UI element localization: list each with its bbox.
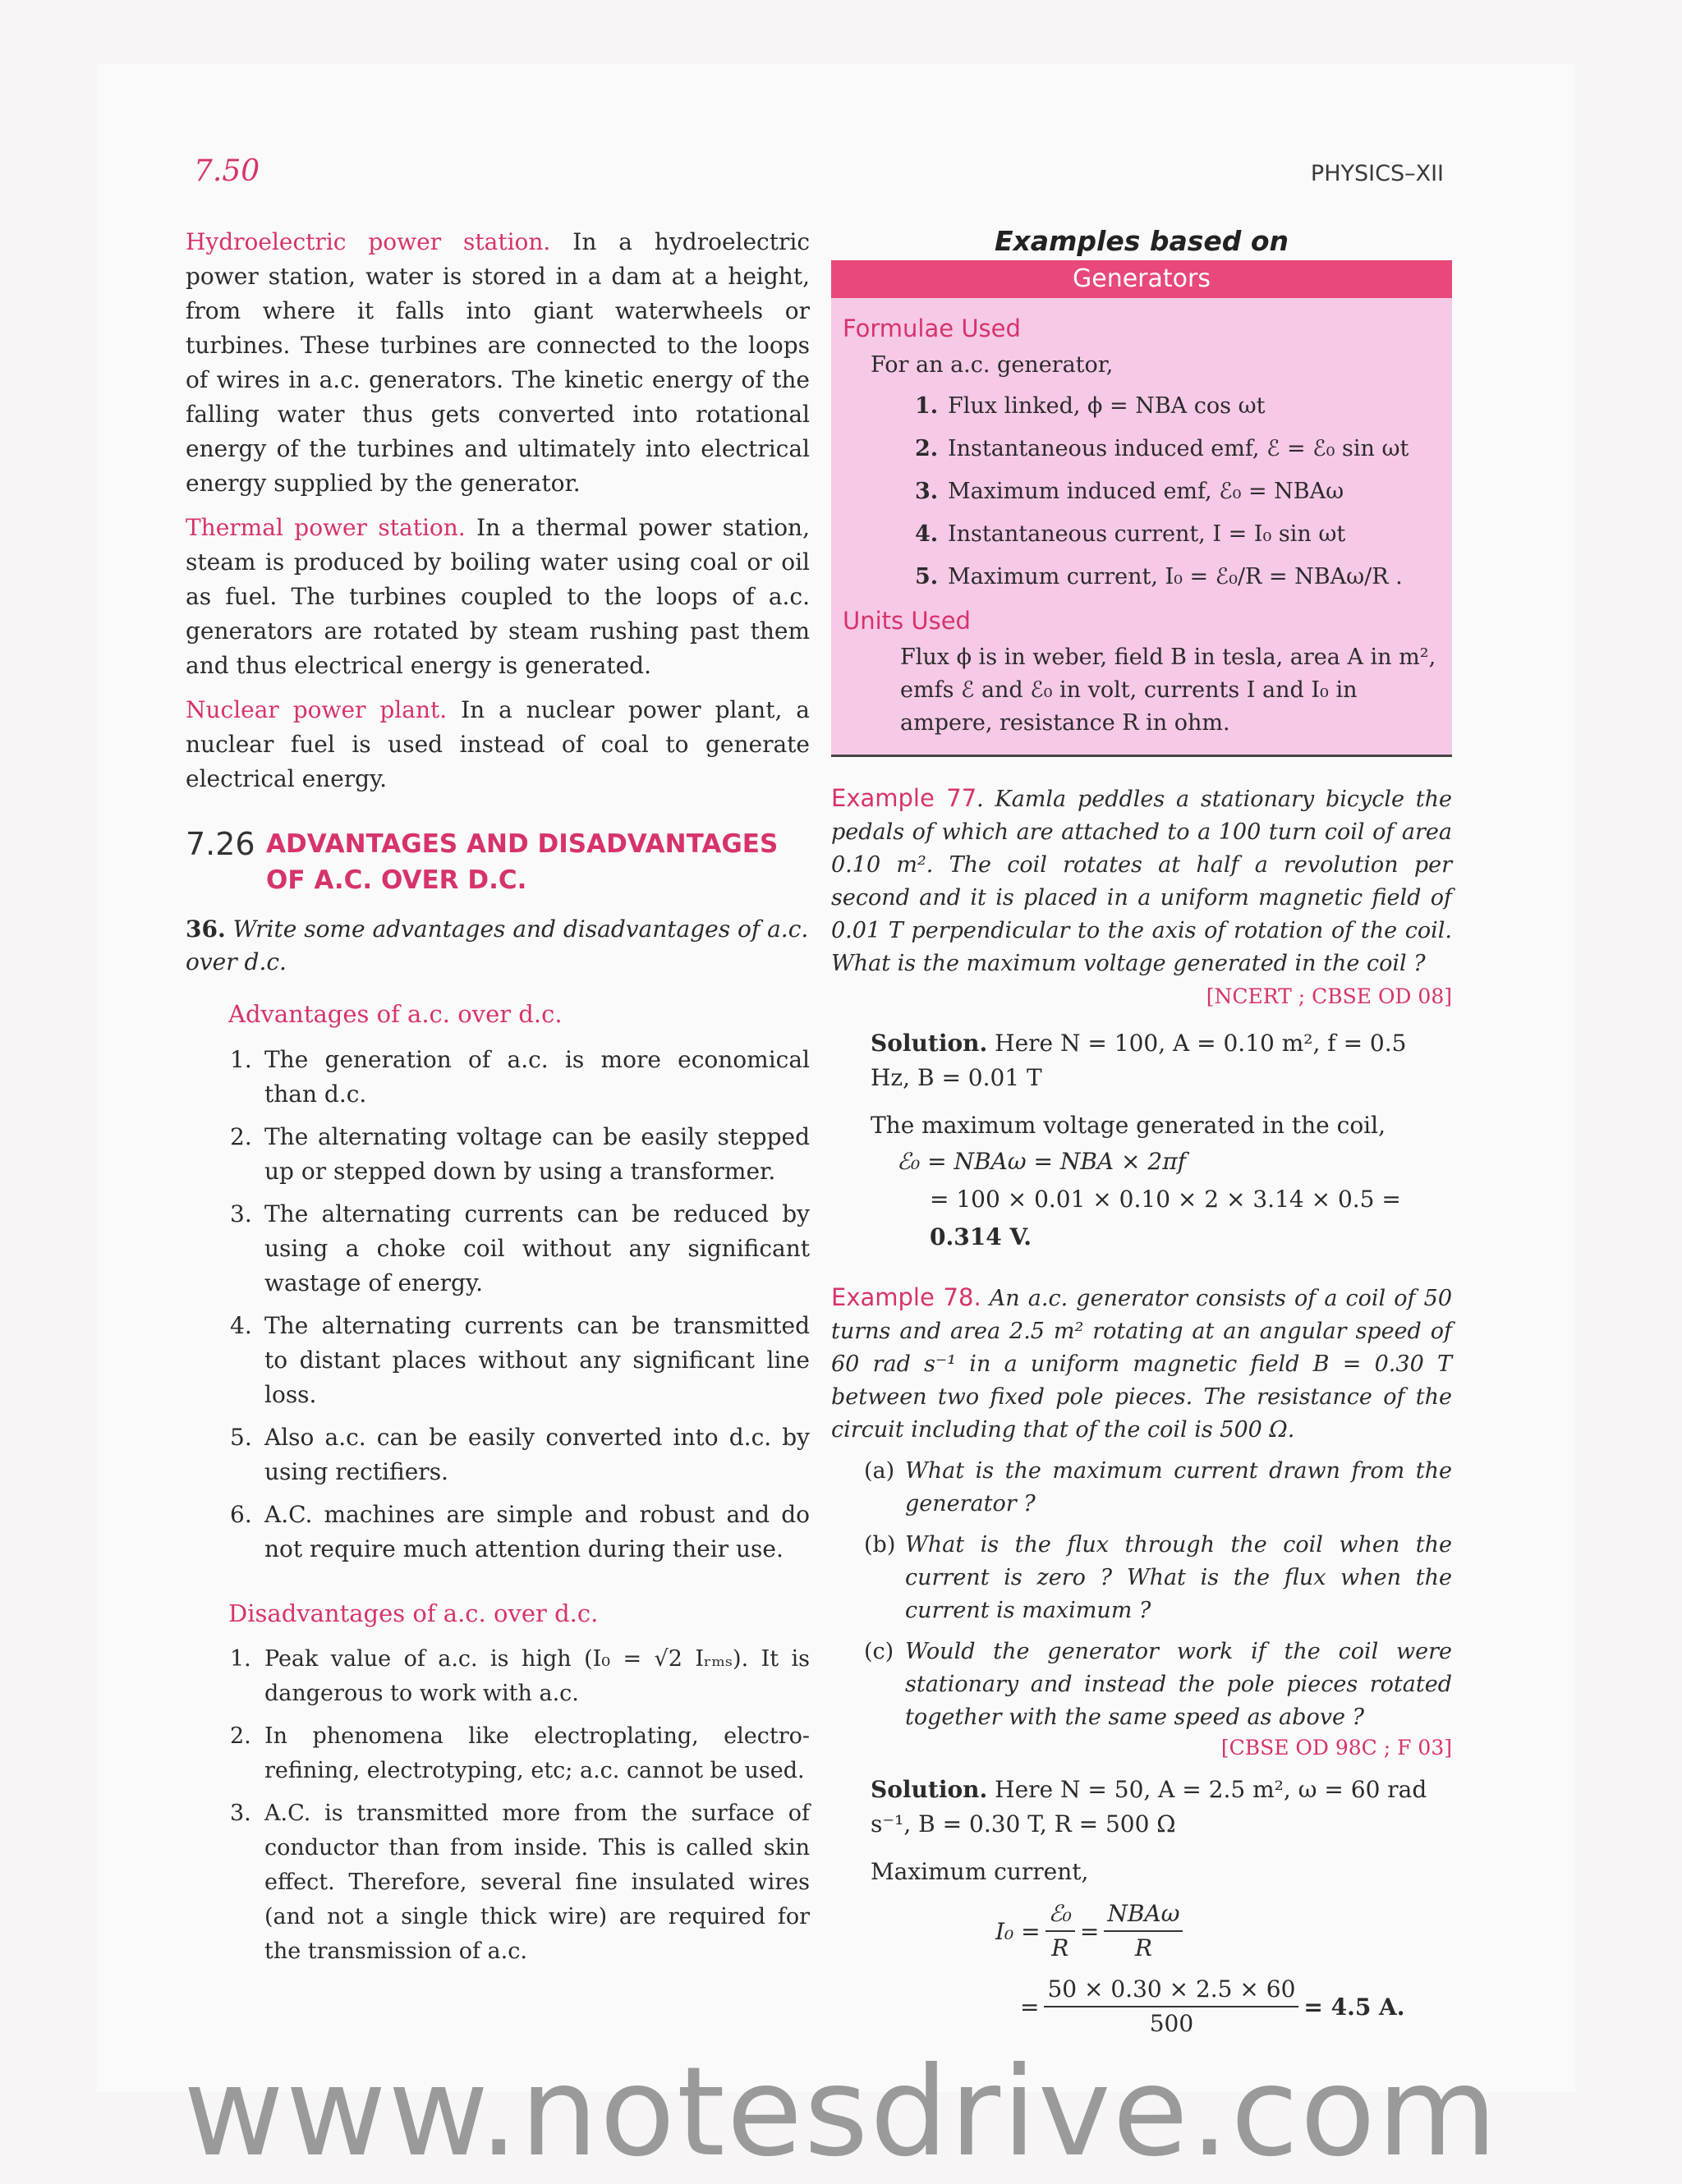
fraction: $\frac{\text{NBAω}}{R}$ [1104,1897,1183,1965]
section-number: 7.26 [186,826,255,862]
list-item: 3. The alternating currents can be reduced by using a choke coil without any significant wastage of energy. [230,1200,810,1296]
units-text: Flux ϕ is in weber, field B in tesla, area A in m², emfs ℰ and ℰ₀ in volt, currents I and I₀ in ampere, resistance R in ohm. [900,645,1436,736]
paragraph-nuclear: Nuclear power plant. In a nuclear power plant, a nuclear fuel is used instead of coal to generate electrical energy. [186,696,810,792]
list-item: (c) Would the generator work if the coil were stationary and instead the pole pieces rotated together with the same speed as above ? [864,1639,1452,1730]
list-item: 2. The alternating voltage can be easily stepped up or stepped down by using a transformer. [230,1123,810,1185]
example-78-formula: I₀ = $\frac{\text{ℰ₀}}{R}$ = $\frac{\text{NBAω}}{R}$ [995,1897,1452,1965]
paragraph-hydroelectric: Hydroelectric power station. In a hydroelectric power station, water is stored in a dam at a height, from where it falls into giant waterwheels or turbines. These turbines are connected to the loops of wires in a.c. generators. The kinetic energy of the falling water thus gets converted into rotational energy of the turbines and ultimately into electrical energy supplied by the generator. [186,228,810,497]
formulae-box [831,298,1452,757]
paragraph-thermal: Thermal power station. In a thermal power station, steam is produced by boiling water using coal or oil as fuel. The turbines coupled to the loops of a.c. generators are rotated by steam rushing past them and thus electrical energy is generated. [186,514,810,679]
disadvantages-list [230,1642,810,1969]
list-item: 4. Instantaneous current, I = I₀ sin ωt [915,521,1346,547]
formulae-heading: Formulae Used [843,314,1021,342]
formulae-list [915,385,1441,599]
list-item: 1. Peak value of a.c. is high (I₀ = √2 Iᵣₘₛ). It is dangerous to work with a.c. [230,1646,810,1706]
list-item: 5. Maximum current, I₀ = ℰ₀/R = NBAω/R . [915,564,1403,590]
example-77: Example 77. Kamla peddles a stationary bicycle the pedals of which are attached to a 100 turn coil of area 0.10 m². The coil rotates at half a revolution per second and it is placed in a uniform magnetic field of 0.01 T perpendicular to the axis of rotation of the coil. What is the maximum voltage generated in the coil ? [NCERT ; CBSE OD 08] [831,782,1452,1013]
example-78-label: Example 78. [831,1283,981,1311]
examples-box-title: Examples based on [994,225,1289,257]
example-78-ref: [CBSE OD 98C ; F 03] [1220,1736,1452,1760]
example-78-line: Maximum current, [871,1858,1089,1885]
advantages-list [230,1043,810,1567]
list-item: (b) What is the flux through the coil when the current is zero ? What is the flux when the current is maximum ? [864,1532,1452,1623]
book-title: PHYSICS–XII [1310,161,1444,186]
example-78-parts [864,1455,1452,1734]
fraction: $\frac{\text{ℰ₀}}{R}$ [1046,1897,1075,1965]
example-77-line: The maximum voltage generated in the coil, [871,1112,1386,1139]
advantages-heading: Advantages of a.c. over d.c. [228,1000,563,1028]
list-item: 6. A.C. machines are simple and robust and do not require much attention during their use. [230,1501,810,1562]
page-number: 7.50 [194,154,260,188]
example-78-result: = $\frac{50 \times 0.30 \times 2.5 \times 60}{500}$ = 4.5 A. [1020,1973,1452,2040]
example-77-eq2: = 100 × 0.01 × 0.10 × 2 × 3.14 × 0.5 = 0.314 V. [930,1186,1401,1250]
example-77-eq1: ℰ₀ = NBAω = NBA × 2πf [897,1148,1186,1175]
example-77-solution: Solution. Here N = 100, A = 0.10 m², f = 0.5 Hz, B = 0.01 T [871,1030,1407,1091]
list-item: 3. A.C. is transmitted more from the surface of conductor than from inside. This is called skin effect. Therefore, several fine insulated wires (and not a single thick wire) are required for the transmission of a.c. [230,1801,810,1964]
list-item: 1. Flux linked, ϕ = NBA cos ωt [915,393,1266,419]
watermark: www.notesdrive.com [183,2041,1499,2184]
section-title: ADVANTAGES AND DISADVANTAGES OF A.C. OVER D.C. [266,829,779,895]
question-36: 36. Write some advantages and disadvantages of a.c. over d.c. [186,915,809,975]
example-78: Example 78. An a.c. generator consists of a coil of 50 turns and area 2.5 m² rotating at an angular speed of 60 rad s⁻¹ in a uniform magnetic field B = 0.30 T between two fixed pole pieces. The resistance of the circuit including that of the coil is 500 Ω. [831,1283,1453,1443]
list-item: 4. The alternating currents can be transmitted to distant places without any significant line loss. [230,1312,810,1408]
units-heading: Units Used [843,607,971,635]
fraction: $\frac{50 \times 0.30 \times 2.5 \times 60}{500}$ [1044,1973,1298,2040]
list-item: 3. Maximum induced emf, ℰ₀ = NBAω [915,479,1344,504]
list-item: 1. The generation of a.c. is more economical than d.c. [230,1046,810,1108]
disadvantages-heading: Disadvantages of a.c. over d.c. [228,1599,599,1627]
section-heading [186,826,810,898]
left-column [186,225,810,1977]
right-column [831,225,1452,2040]
example-77-label: Example 77 [831,784,977,812]
example-78-solution: Solution. Here N = 50, A = 2.5 m², ω = 60 rad s⁻¹, B = 0.30 T, R = 500 Ω [871,1776,1427,1838]
example-77-ref: [NCERT ; CBSE OD 08] [1206,984,1452,1008]
list-item: 2. Instantaneous induced emf, ℰ = ℰ₀ sin ωt [915,436,1409,461]
list-item: (a) What is the maximum current drawn from the generator ? [864,1458,1452,1516]
formulae-intro: For an a.c. generator, [871,352,1114,378]
list-item: 5. Also a.c. can be easily converted into d.c. by using rectifiers. [230,1424,810,1485]
list-item: 2. In phenomena like electroplating, electro-refining, electrotyping, etc; a.c. cannot be used. [230,1723,810,1783]
examples-box-band: Generators [831,260,1452,298]
